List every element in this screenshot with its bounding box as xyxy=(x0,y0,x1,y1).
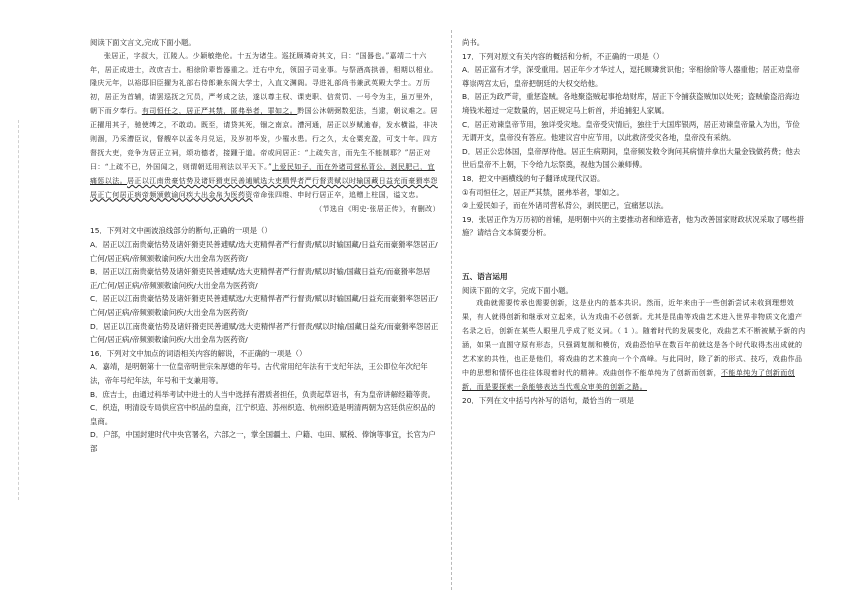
modern-passage xyxy=(462,297,807,394)
column-divider xyxy=(451,30,452,590)
q19-question: 19．张居正作为万历初的首辅，是明朝中兴的主要推动者和缔造者，他为改善国家财政状况采取了哪些措施？请结合文本简要分析。 xyxy=(462,214,804,238)
q17-option-b: B．居正为政严苛，重惩盗贼。各地聚盗贼起事抢劫财库，居正下令捕获盗贼加以处死；盗贼偷盗沿海边境钱米超过一定数量的，居正规定马上斩首，并追捕犯人家属。 xyxy=(462,92,800,115)
reading-instruction: 阅读下面文言文,完成下面小题。 xyxy=(90,38,196,47)
underlined-essay-sentence: 不能单纯为了创新而创新，而是要探索一条能够表达当代观众审美的创新之路。 xyxy=(462,368,795,391)
passage-paragraph: 张居正，字叔大，江陵人。少颖敏绝伦。十五为诸生。巡抚顾璘奇其文，曰：“国器也。”嘉靖二十六年，居正成进士，改庶吉士。相徐阶辈皆器重之。迁右中允，领国子司业事。与祭酒高拱善，相期以相业。隆庆元年，以裕邸旧臣擢为礼部右侍郎兼东阁大学士，入直文渊阁。寻进礼部尚书兼武英殿大学士。万历初，居正为首辅，请罢巡抚之冗员，严考成之法，遂以尊主权、课吏职、信赏罚、一号令为主，虽万里外，朝下而夕奉行。有司恒任之，居正严其禁，匿弗举者，罪如之。黔国公沐朝弼数犯法，当逮，朝议难之。居正擢用其子，驰使缚之，不敢动。既至，请贷其死，锢之南京。漕河通，居正以岁赋逾春，发水横溢，非决则涸，乃采漕臣议，督艘卒以孟冬月兑运，及岁初毕发，少罹水患。行之久，太仓粟充盈，可支十年。四方督抚大吏，竞争为居正立祠，颂功德者，接踵于道。帝或问居正：“上疏失言，而先生不能制耶？”居正对曰：“上疏不已，外国闻之，则谓朝廷用刑法以平天下。”上爱民如子，而在外诸司营私背公，剥民肥己，宜痛惩以法。居正以江南贵豪怙势及诸奸猾吏民善逋赋选大吏精悍者严行督责赋以时输国藏日益充而豪猾率怨居正亡何居正病帝频颁敕谕问疾大出金帛为医药资帝命张四维、申时行居正卒，追赠上柱国，谥文忠。 xyxy=(90,51,438,199)
q17-stem: 17．下列对原文有关内容的概括和分析，不正确的一项是（） xyxy=(462,51,664,61)
q18-item-1: ①有司恒任之，居正严其禁，匿弗举者，罪如之。 xyxy=(462,187,624,197)
q16-option-b: B．庶吉士，由通过科举考试中进士的人当中选择有潜质者担任，负责起草诏书，有为皇帝讲解经籍等责。 xyxy=(90,389,436,399)
q16-continuation: 尚书。 xyxy=(462,38,485,47)
classical-passage xyxy=(90,50,440,217)
q15-option-b: B．居正以江南贵豪怙势及诸奸猾吏民善逋赋/选大吏精悍者严行督责/赋以时输/国藏日益充/而豪猾率怨居正/亡何/居正病/帝频颁敕谕问疾/大出金帛为医药资/ xyxy=(90,267,431,290)
q17-option-a: A．居正富有才学，深受重用。居正年少才华过人，逗托顾璘赏识他；宰相徐阶等人器重他；居正劝皇帝尊崇两宫太后，皇帝把朝廷的大权交给他。 xyxy=(462,65,800,88)
q17-option-c: C．居正劝谏皇帝节用，独详受灾地。皇帝受灾情后，独往于大国库银两，居正劝谏皇帝量入为出，节俭无谓开支，皇帝没有答应。他建议宫中应节用，以此救济受灾各地，皇帝没有采纳。 xyxy=(462,119,800,143)
q17-option-d: D．居正公忠体国，皇帝厚待他。居正生病期间，皇帝频发敕令询问其病情并拿出大量金钱做药费；他去世后皇帝不上朝，下令给九坛祭奠，视他为国公兼师傅。 xyxy=(462,146,801,170)
right-column xyxy=(462,36,807,408)
essay-paragraph: 戏曲就需要传承也需要创新，这是业内的基本共识。然而，近年来由于一些创新尝试未收到理想效果，有人就得创新和继承对立起来，认为戏曲不必创新。尤其是昆曲等戏曲艺术进入世界非物质文化遗产名录之后，创新在某些人眼里几乎成了贬义词。（ 1 ）。随着时代的发展变化，戏曲艺术不断被赋予新的内涵，如果一直囿守原有形态，只强调复制和模仿，戏曲恐怕早在数百年前就这是各个时代取得杰出成就的艺术家的共性，也正是他们，将戏曲的艺术推向一个个高峰。与此同时，除了新的形式、技巧，戏曲作品中的思想和情怀也往往体现着时代的精神。戏曲创作不能单纯为了创新而创新，不能单纯为了创新而创新，而是要探索一条能够表达当代观众审美的创新之路。 xyxy=(462,299,806,391)
q15-stem: 15．下列对文中画波浪线部分的断句,正确的一项是（） xyxy=(90,226,272,236)
q15-option-d: D．居正以江南贵豪怙势及诸奸猾吏民善逋赋/选大吏精悍者严行督责/赋以时输/国藏日益充/而豪猾率怨居正亡何/居正病/帝频颁敕谕问疾/大出金帛为医药资/ xyxy=(90,321,439,345)
q18-item-2: ②上爱民如子，而在外诸司营私背公，剥民肥己，宜痛惩以法。 xyxy=(462,201,669,211)
passage-source: （节选自《明史·张居正传》，有删改） xyxy=(315,204,440,213)
underlined-sentence-1: 有司恒任之，居正严其禁，匿弗举者，罪如之。 xyxy=(141,107,298,116)
q16-stem: 16．下列对文中加点的词语相关内容的解说，不正确的一项是（） xyxy=(90,348,307,358)
left-column xyxy=(90,36,440,456)
q15-option-c: C．居正以江南贵豪怙势及诸奸猾吏民善逋赋选/大吏精悍者严行督责/赋以时输国藏/日益充而豪猾率怨居正/亡何/居正病/帝频颁敕谕问疾/大出金帛为医药资/ xyxy=(90,294,438,318)
q16-option-a: A．嘉靖，是明朝第十一位皇帝明世宗朱厚熜的年号。古代常用纪年法有干支纪年法，王公即位年次纪年法，帝年号纪年法，年号和干支兼用等。 xyxy=(90,362,428,385)
essay-instruction: 阅读下面的文字，完成下面小题。 xyxy=(462,285,573,295)
q16-option-d: D．户部，中国封建时代中央官署名，六部之一，掌全国疆土、户籍、屯田、赋税、俸饷等事宜，长官为户部 xyxy=(90,430,436,453)
binding-margin-line xyxy=(18,120,29,500)
section-heading: 五、语言运用 xyxy=(462,271,508,281)
q15-option-a: A．居正以江南贵豪怙势及诸奸猾吏民善逋赋/选大吏精悍者严行督责/赋以时输国藏/日益充而豪猾率怨居正/亡何/居正病/帝频颁敕谕问疾/大出金帛为医药资/ xyxy=(90,240,438,263)
q18-stem: 18．把文中画横线的句子翻译成现代汉语。 xyxy=(462,173,605,183)
q16-option-c: C．织造，明清设专局供应宫中织品的皇商，江宁织造、苏州织造、杭州织造是明清两朝为宫廷供应织品的皇商。 xyxy=(90,403,436,426)
underlined-sentence-2: 上爱民如子，而在外诸司营私背公，剥民肥己，宜痛惩以法。 xyxy=(90,162,435,185)
wavy-underlined-passage: 居正以江南贵豪怙势及诸奸猾吏民善逋赋选大吏精悍者严行督责赋以时输国藏日益充而豪猾率怨居正亡何居正病帝频颁敕谕问疾大出金帛为医药资 xyxy=(90,176,438,199)
q20-stem: 20．下列在文中括号内补写的语句，最恰当的一项是 xyxy=(462,396,635,406)
